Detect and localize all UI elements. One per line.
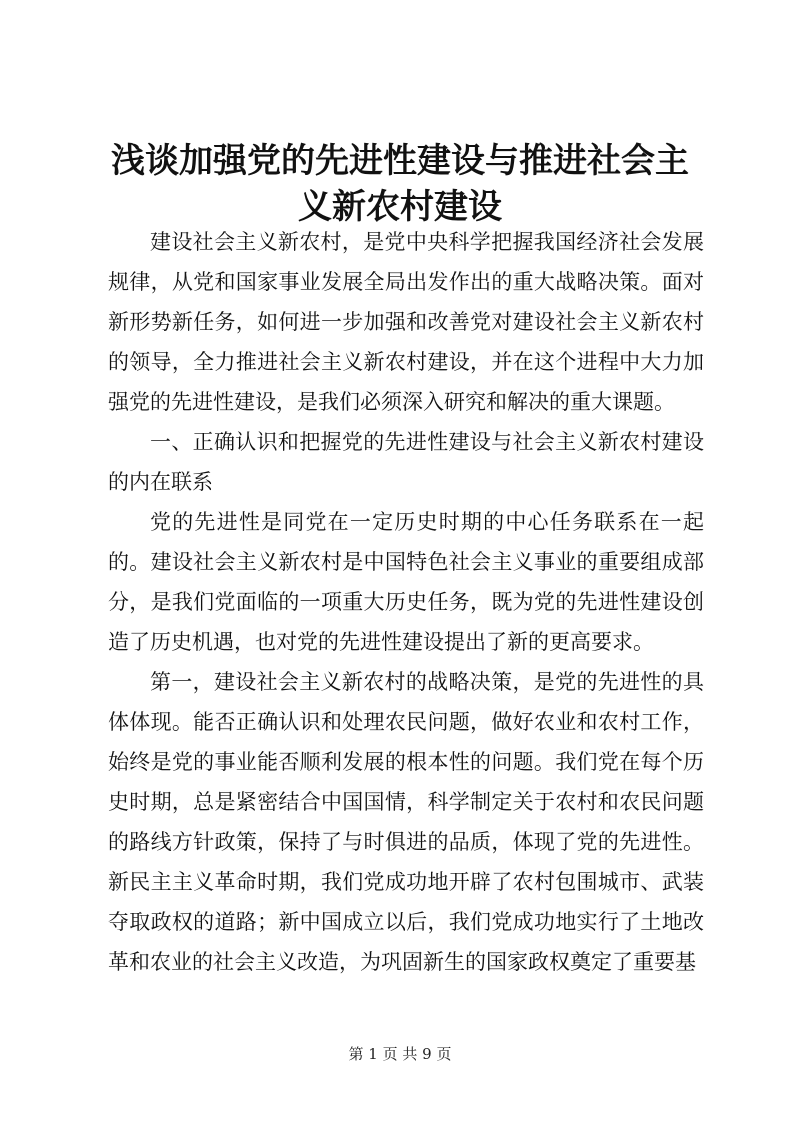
page-footer <box>0 1044 800 1064</box>
document-body <box>108 222 704 982</box>
section-heading-1: 一、正确认识和把握党的先进性建设与社会主义新农村建设的内在联系 <box>108 430 704 494</box>
page-number-label: 第 1 页 共 9 页 <box>348 1045 452 1063</box>
document-title: 浅谈加强党的先进性建设与推进社会主义新农村建设 <box>111 141 689 227</box>
paragraph-advancement: 党的先进性是同党在一定历史时期的中心任务联系在一起的。建设社会主义新农村是中国特色社会主义事业的重要组成部分，是我们党面临的一项重大历史任务，既为党的先进性建设创造了历史机遇，也对党的先进性建设提出了新的更高要求。 <box>108 510 704 654</box>
paragraph-first-point: 第一，建设社会主义新农村的战略决策，是党的先进性的具体体现。能否正确认识和处理农民问题，做好农业和农村工作，始终是党的事业能否顺利发展的根本性的问题。我们党在每个历史时期，总是紧密结合中国国情，科学制定关于农村和农民问题的路线方针政策，保持了与时俱进的品质，体现了党的先进性。新民主主义革命时期，我们党成功地开辟了农村包围城市、武装夺取政权的道路；新中国成立以后，我们党成功地实行了土地改革和农业的社会主义改造，为巩固新生的国家政权奠定了重要基 <box>108 670 704 974</box>
paragraph-intro: 建设社会主义新农村，是党中央科学把握我国经济社会发展规律，从党和国家事业发展全局出发作出的重大战略决策。面对新形势新任务，如何进一步加强和改善党对建设社会主义新农村的领导，全力推进社会主义新农村建设，并在这个进程中大力加强党的先进性建设，是我们必须深入研究和解决的重大课题。 <box>108 230 704 414</box>
